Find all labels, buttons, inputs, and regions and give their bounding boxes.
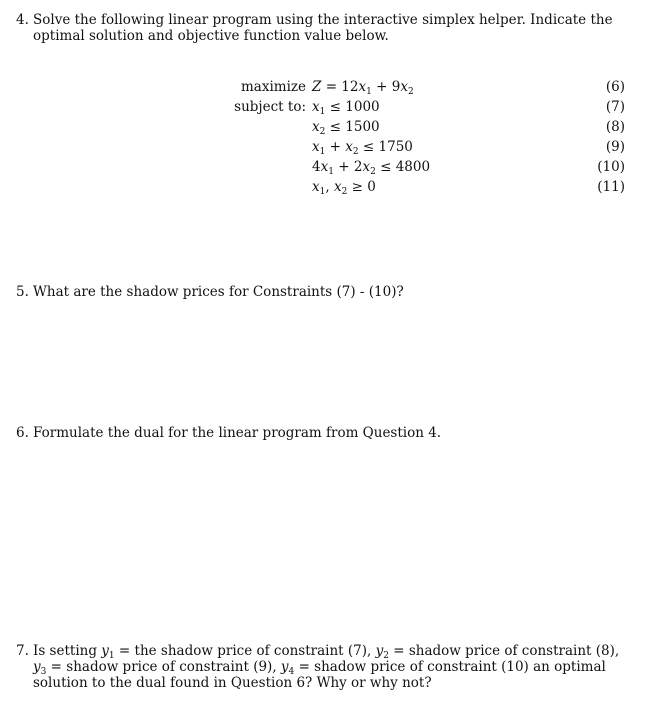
objective-row [0,78,666,96]
constraint-expression: $4x_1 + 2x_2 \le 4800$ [312,159,431,177]
maximize-label: maximize [240,79,306,95]
question-text: Is setting $y_1$ = the shadow price of constraint (7), $y_2$ = shadow price of constraint (8), $y_3$ = shadow price of constraint (9), $y_4$ = shadow price of constraint (10) an optimal solution to the dual found in Question 6? Why or why not? [33,643,620,691]
constraint-row [0,138,666,156]
question-5 [16,284,628,300]
equation-tag: (9) [605,139,625,155]
constraint-row [0,178,666,196]
equation-tag: (6) [605,79,625,95]
equation-tag: (10) [597,159,625,175]
question-7 [16,643,628,691]
question-text: Solve the following linear program using the interactive simplex helper. Indicate the optimal solution and objective function value below. [33,12,613,44]
constraint-expression: $x_1 \le 1000$ [312,99,380,117]
question-number: 6. [16,425,29,441]
constraint-expression: $x_2 \le 1500$ [312,119,380,137]
constraint-row [0,98,666,116]
constraint-expression: $x_1 + x_2 \le 1750$ [312,139,413,157]
question-number: 7. [16,643,29,659]
constraint-expression: $x_1$, $x_2 \ge 0$ [312,179,376,197]
constraint-row [0,158,666,176]
equation-tag: (7) [605,99,625,115]
objective-expression: $Z = 12x_1 + 9x_2$ [312,79,414,97]
subject-to-label: subject to: [234,99,306,115]
question-text: What are the shadow prices for Constraints (7) - (10)? [33,284,404,300]
linear-program [0,0,666,260]
question-number: 5. [16,284,29,300]
constraint-row [0,118,666,136]
question-text: Formulate the dual for the linear program from Question 4. [33,425,442,441]
equation-tag: (11) [597,179,625,195]
question-number: 4. [16,12,29,28]
equation-tag: (8) [605,119,625,135]
question-6 [16,425,628,441]
